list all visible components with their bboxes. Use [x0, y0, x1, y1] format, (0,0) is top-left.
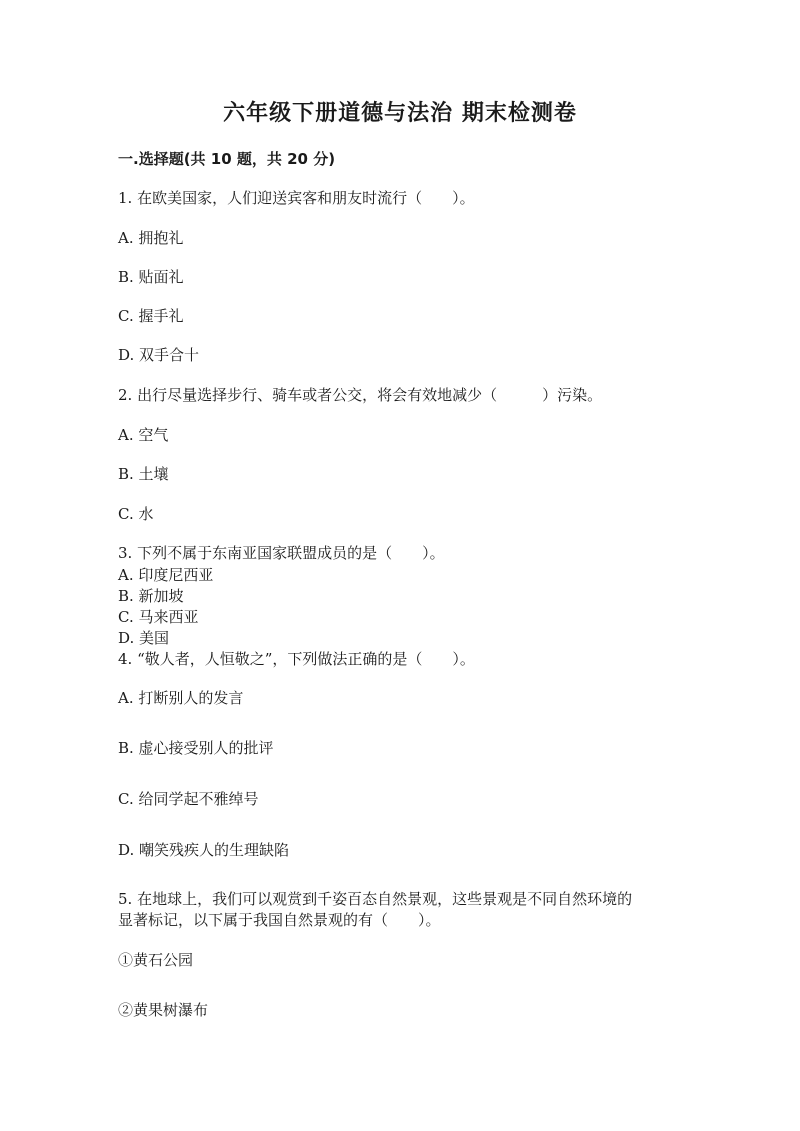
- question-1-option-a: A. 拥抱礼: [118, 229, 184, 247]
- question-2-stem: 2. 出行尽量选择步行、骑车或者公交，将会有效地减少（ ）污染。: [118, 386, 603, 404]
- question-4-option-c: C. 给同学起不雅绰号: [118, 790, 259, 808]
- question-3-option-d: D. 美国: [118, 629, 170, 647]
- question-1-stem: 1. 在欧美国家，人们迎送宾客和朋友时流行（ ）。: [118, 189, 475, 207]
- question-1-option-c: C. 握手礼: [118, 307, 184, 325]
- question-5-option-2: ②黄果树瀑布: [118, 1001, 209, 1019]
- question-4-stem: 4. “敬人者，人恒敬之”，下列做法正确的是（ ）。: [118, 650, 475, 668]
- question-4-option-b: B. 虚心接受别人的批评: [118, 739, 274, 757]
- question-5-stem-line-1: 5. 在地球上，我们可以观赏到千姿百态自然景观，这些景观是不同自然环境的: [118, 890, 633, 908]
- question-4-option-a: A. 打断别人的发言: [118, 689, 244, 707]
- question-4-option-d: D. 嘲笑残疾人的生理缺陷: [118, 841, 290, 859]
- question-2-option-b: B. 土壤: [118, 465, 169, 483]
- question-2-option-c: C. 水: [118, 505, 154, 523]
- question-3-option-a: A. 印度尼西亚: [118, 566, 214, 584]
- section-heading: 一.选择题(共 10 题，共 20 分): [118, 150, 336, 168]
- question-2-option-a: A. 空气: [118, 426, 169, 444]
- question-1-option-d: D. 双手合十: [118, 346, 200, 364]
- question-1-option-b: B. 贴面礼: [118, 268, 184, 286]
- question-3-stem: 3. 下列不属于东南亚国家联盟成员的是（ ）。: [118, 544, 445, 562]
- question-3-option-b: B. 新加坡: [118, 587, 184, 605]
- question-5-stem-line-2: 显著标记，以下属于我国自然景观的有（ ）。: [118, 911, 441, 929]
- page-title: 六年级下册道德与法治 期末检测卷: [223, 101, 577, 126]
- question-3-option-c: C. 马来西亚: [118, 608, 199, 626]
- question-5-option-1: ①黄石公园: [118, 951, 194, 969]
